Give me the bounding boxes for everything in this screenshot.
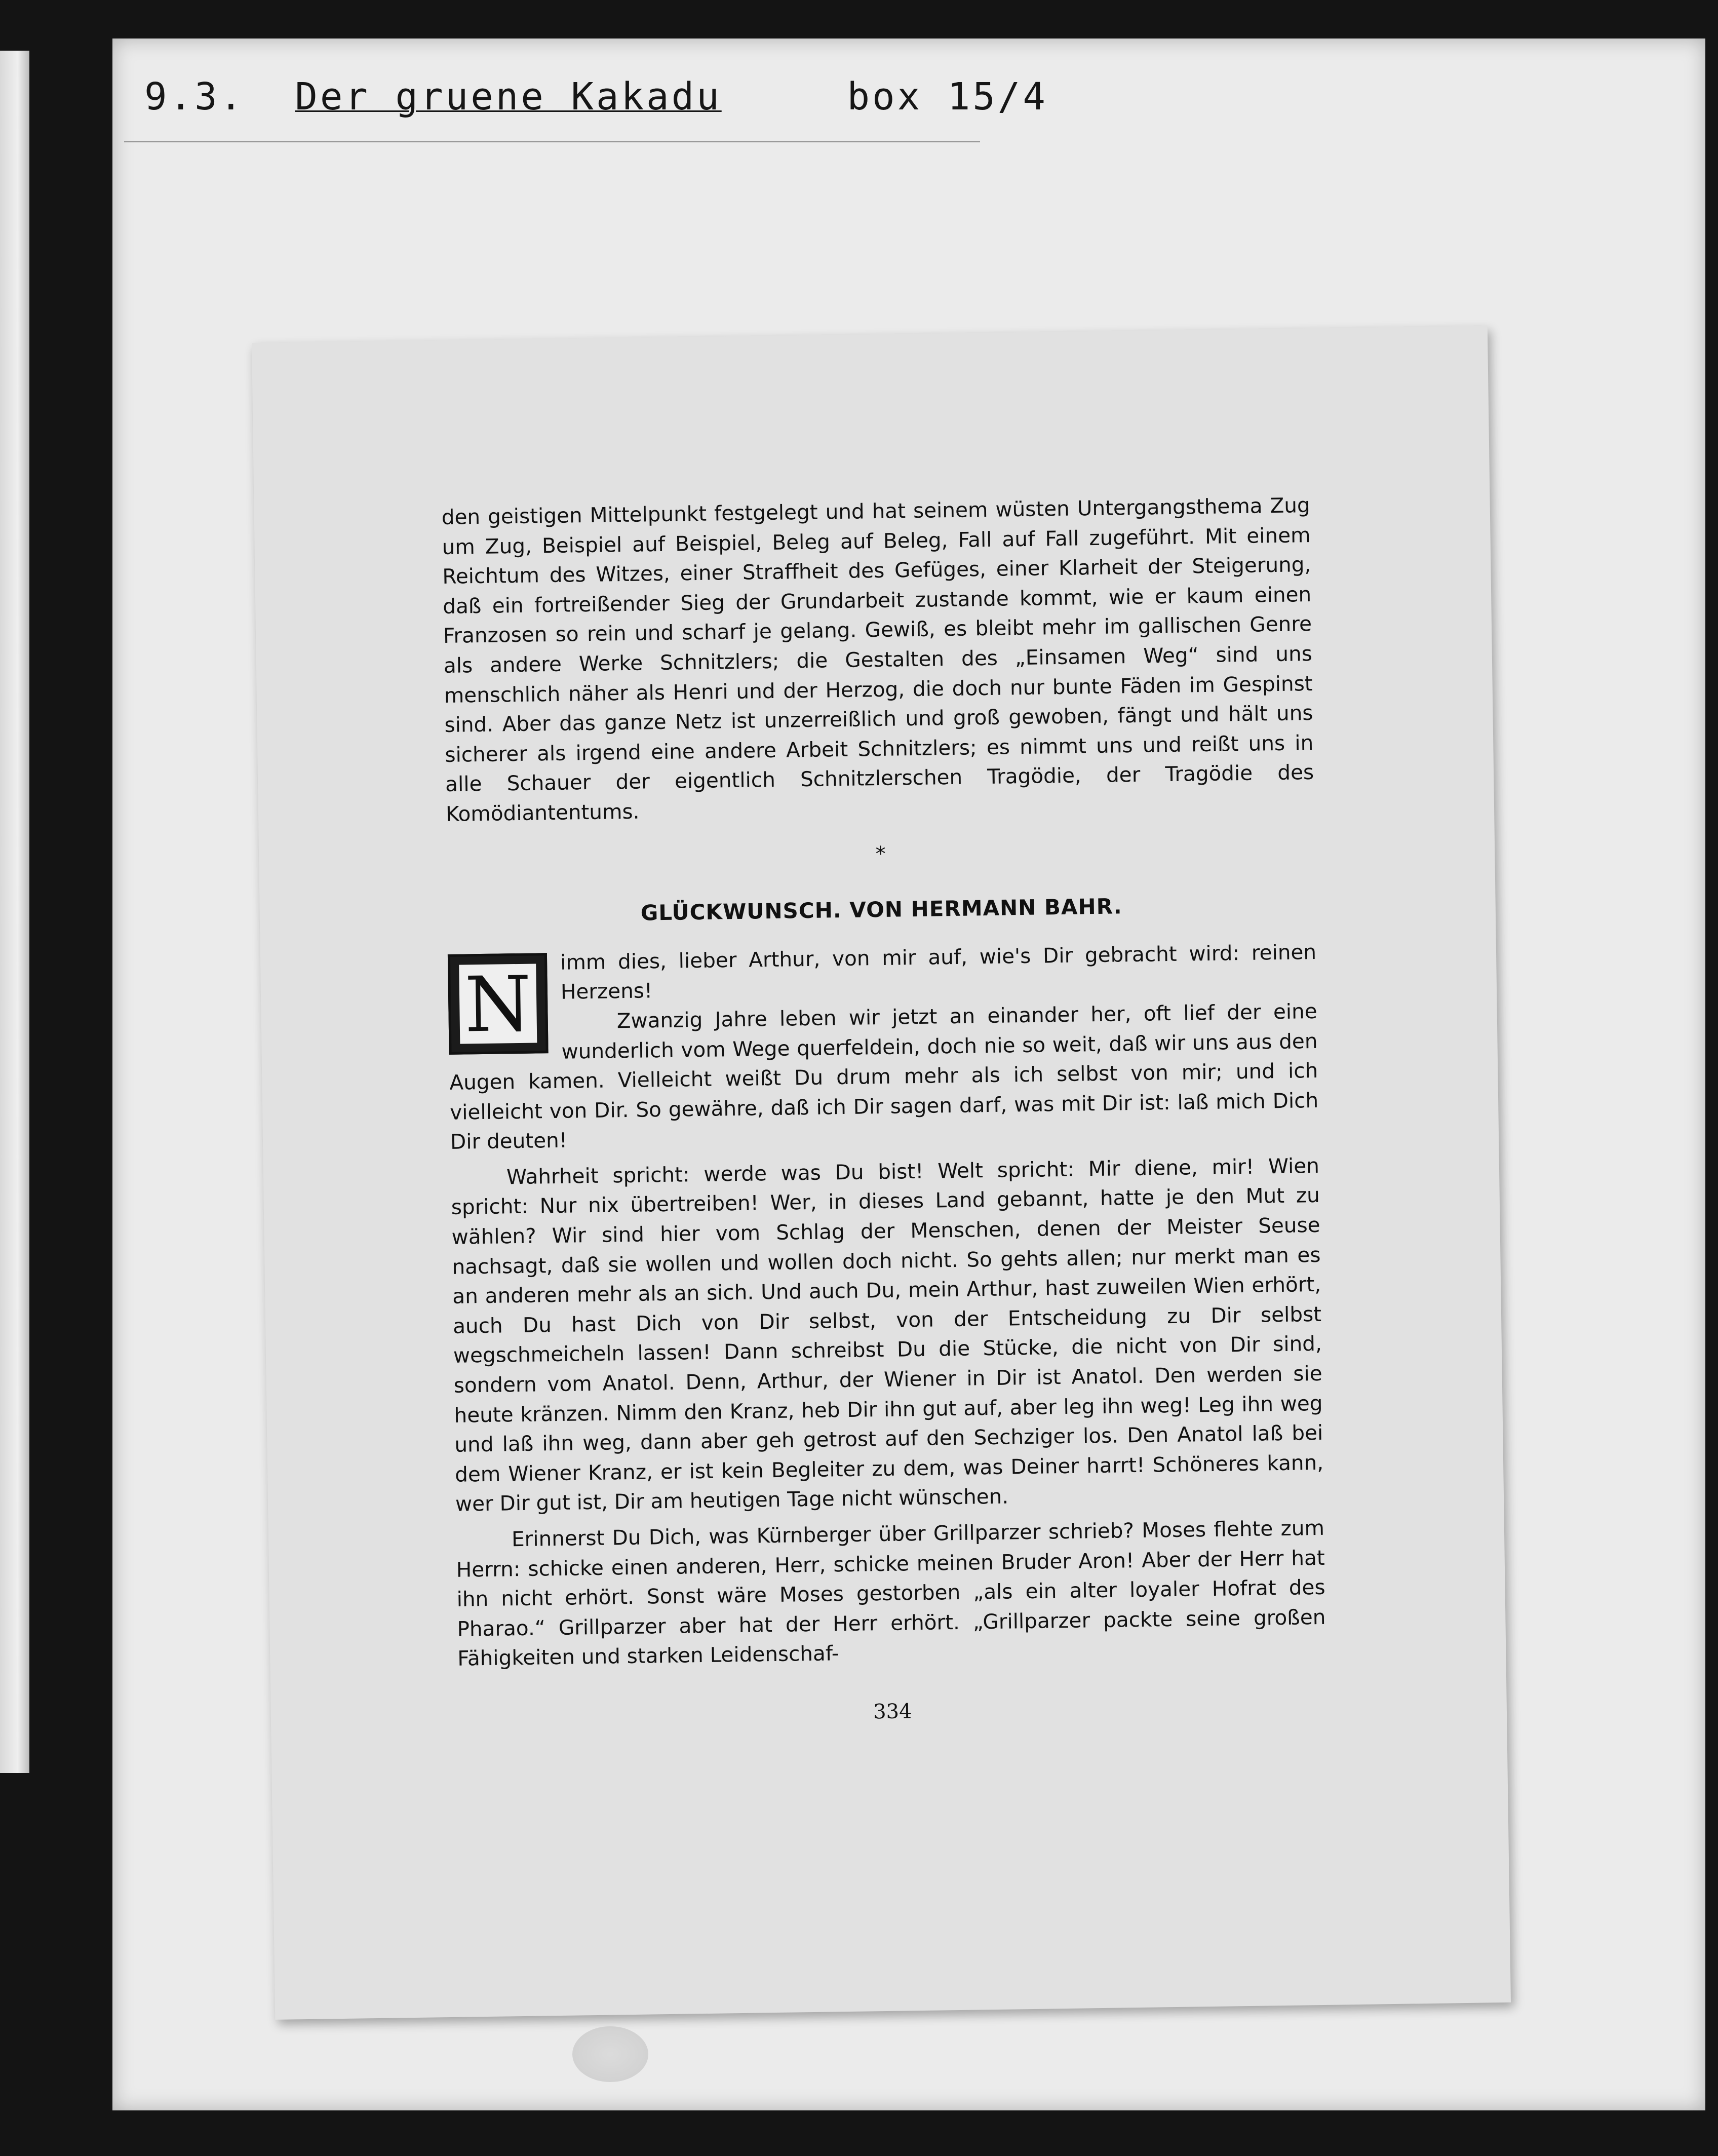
adjacent-card-edge (0, 51, 29, 1773)
paragraph-3: Erinnerst Du Dich, was Kürnberger über Grillparzer schrieb? Moses flehte zum Herrn: schicke einen anderen, Herr, schicke meinen Bruder Aron! Aber der Herr hat ihn nicht erhört. Sonst wäre Moses gestorben „als ein alter loyaler Hofrat des Pharao.“ Grillparzer aber hat der Herr erhört. „Grillparzer packte seine großen Fähigkeiten und starken Leidenschaf- (456, 1515, 1326, 1671)
section-separator: * (875, 842, 886, 866)
label-row (144, 75, 1048, 119)
paragraph-opening: imm dies, lieber Arthur, von mir auf, wie's Dir gebracht wird: reinen Herzens! (560, 939, 1317, 1005)
page-number: 334 (873, 1700, 912, 1724)
drop-cap-initial (448, 953, 549, 1055)
archive-label (124, 45, 1048, 146)
label-rule (124, 141, 980, 142)
continued-paragraph: den geistigen Mittelpunkt festgelegt und hat seinem wüsten Untergangsthema Zug um Zug, Beispiel auf Beispiel, Beleg auf Beleg, Fall auf Fall zugeführt. Mit einem Reichtum des Witzes, einer Straffheit des Gefüges, einer Klarheit der Steigerung, daß ein fortreißender Sieg der Grundarbeit zustande kommt, wie er kaum einen Franzosen so rein und scharf je gelang. Gewiß, es bleibt mehr im gallischen Genre als andere Werke Schnitzlers; die Gestalten des „Einsamen Weg“ sind uns menschlich näher als Henri und der Herzog, die doch nur bunte Fäden im Gespinst sind. Aber das ganze Netz ist unzerreißlich und groß gewoben, fängt und hält uns sicherer als irgend eine andere Arbeit Schnitzlers; es nimmt uns und reißt uns in alle Schauer der eigentlich Schnitzlerschen Tragödie, der Tragödie des Komödiantentums. (441, 493, 1314, 826)
article-heading: GLÜCKWUNSCH. VON HERMANN BAHR. (640, 894, 1123, 926)
paragraph-1: Zwanzig Jahre leben wir jetzt an einander her, oft lief der eine wunderlich vom Wege querfeldein, doch nie so weit, daß wir uns aus den Augen kamen. Vielleicht weißt Du drum mehr als ich selbst von mir; und ich vielleicht von Dir. So gewähre, daß ich Dir sagen darf, was mit Dir ist: laß mich Dich Dir deuten! (449, 998, 1319, 1154)
label-title: Der gruene Kakadu (295, 75, 722, 119)
stamp-mark (572, 2026, 648, 2082)
paragraph-2: Wahrheit spricht: werde was Du bist! Welt spricht: Mir diene, mir! Wien spricht: Nur nix übertreiben! Wer, in dieses Land gebannt, hatte je den Mut zu wählen? Wir sind hier vom Schlag der Menschen, denen der Meister Seuse nachsagt, daß sie wollen und wollen doch nicht. So gehts allen; nur merkt man es an anderen mehr als an sich. Und auch Du, mein Arthur, hast zuweilen Wien erhört, auch Du hast Dich von Dir selbst, von der Entscheidung zu Dir selbst wegschmeicheln lassen! Dann schreibst Du die Stücke, die nicht von Dir sind, sondern vom Anatol. Denn, Arthur, der Wiener in Dir ist Anatol. Den werden sie heute kränzen. Nimm den Kranz, heb Dir ihn gut auf, aber leg ihn weg! Leg ihn weg und laß ihn weg, dann aber geh getrost auf den Sechziger los. Den Anatol laß bei dem Wiener Kranz, er ist kein Begleiter zu dem, was Deiner harrt! Schöneres kann, wer Dir gut ist, Dir am heutigen Tage nicht wünschen. (451, 1153, 1324, 1517)
clipping-text (441, 490, 1327, 1732)
drop-cap-letter: N (459, 964, 537, 1044)
newspaper-clipping (252, 326, 1511, 2020)
label-box: box 15/4 (847, 75, 1048, 119)
label-number: 9.3. (144, 75, 245, 119)
